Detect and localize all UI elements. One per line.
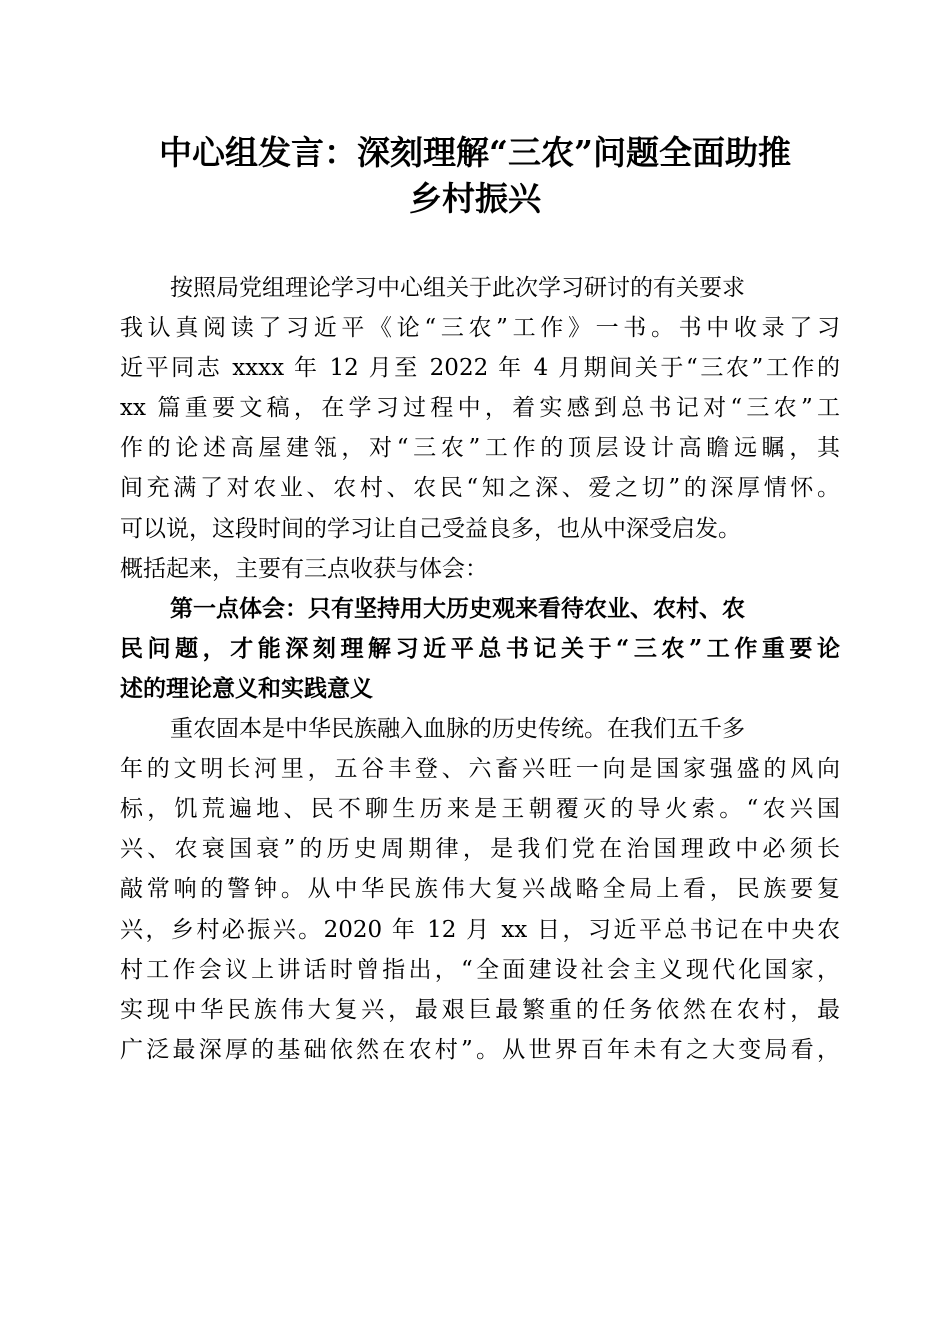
paragraph-line: 可以说，这段时间的学习让自己受益良多，也从中深受启发。 [120, 515, 741, 542]
paragraph-line: 标，饥荒遍地、民不聊生历来是王朝覆灭的导火索。“农兴国 [120, 796, 840, 823]
paragraph-line: 年的文明长河里，五谷丰登、六畜兴旺一向是国家强盛的风向 [120, 756, 840, 783]
paragraph-line: 作的论述高屋建瓴，对“三农”工作的顶层设计高瞻远瞩，其 [120, 435, 840, 462]
paragraph-line: 我认真阅读了习近平《论“三农”工作》一书。书中收录了习 [120, 315, 840, 342]
section-heading-line: 第一点体会：只有坚持用大历史观来看待农业、农村、农 [170, 594, 745, 622]
paragraph-line: 按照局党组理论学习中心组关于此次学习研讨的有关要求 [170, 275, 745, 301]
paragraph-line: 广泛最深厚的基础依然在农村”。从世界百年未有之大变局看， [120, 1036, 840, 1063]
paragraph-line: xx 篇重要文稿，在学习过程中，着实感到总书记对“三农”工 [120, 395, 840, 422]
paragraph-line: 重农固本是中华民族融入血脉的历史传统。在我们五千多 [170, 716, 745, 743]
section-heading-line: 述的理论意义和实践意义 [120, 674, 373, 702]
paragraph-line: 间充满了对农业、农村、农民“知之深、爱之切”的深厚情怀。 [120, 475, 840, 502]
paragraph-line: 近平同志 xxxx 年 12 月至 2022 年 4 月期间关于“三农”工作的 [120, 355, 840, 382]
paragraph-line: 兴，乡村必振兴。2020 年 12 月 xx 日，习近平总书记在中央农 [120, 916, 840, 943]
paragraph-line: 实现中华民族伟大复兴，最艰巨最繁重的任务依然在农村，最 [120, 996, 840, 1023]
section-heading-line: 民问题，才能深刻理解习近平总书记关于“三农”工作重要论 [120, 634, 840, 662]
title-line: 中心组发言：深刻理解“三农”问题全面助推 [159, 133, 791, 172]
paragraph-line: 兴、农衰国衰”的历史周期律，是我们党在治国理政中必须长 [120, 836, 840, 863]
document-title [100, 130, 850, 222]
paragraph-line: 敲常响的警钟。从中华民族伟大复兴战略全局上看，民族要复 [120, 876, 840, 903]
paragraph-line: 概括起来，主要有三点收获与体会： [120, 555, 488, 582]
title-line: 乡村振兴 [409, 179, 541, 218]
paragraph-line: 村工作会议上讲话时曾指出，“全面建设社会主义现代化国家， [120, 956, 840, 983]
document-body [120, 268, 840, 1070]
